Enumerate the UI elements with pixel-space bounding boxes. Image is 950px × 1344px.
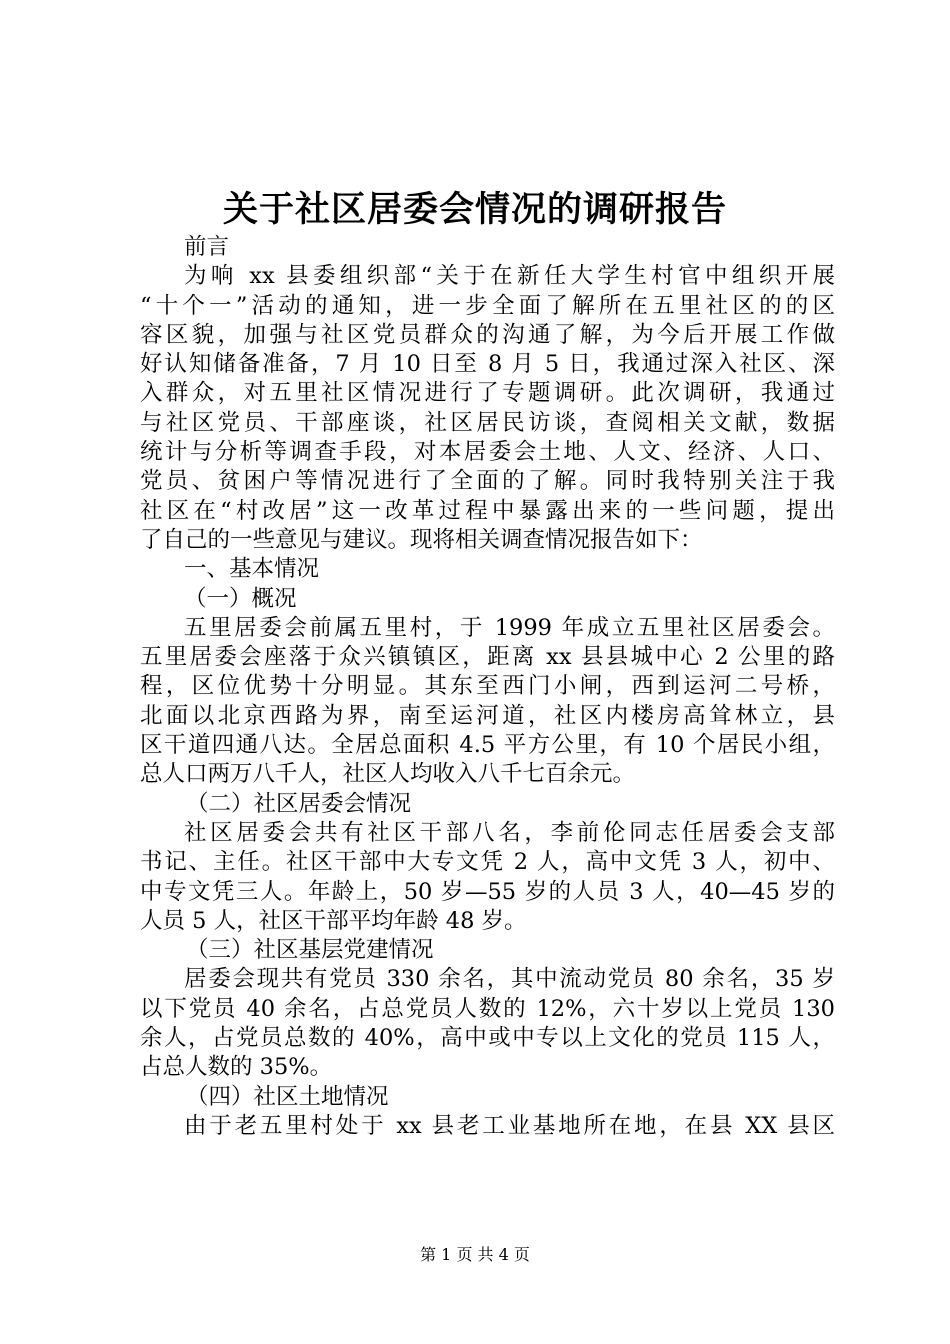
paragraph-line: 北面以北京西路为界，南至运河道，社区内楼房高耸林立，县 [140, 702, 835, 729]
paragraph-line: 入群众，对五里社区情况进行了专题调研。此次调研，我通过 [140, 380, 835, 407]
paragraph-line: 了自己的一些意见与建议。现将相关调查情况报告如下： [140, 526, 703, 553]
paragraph-line: “十个一”活动的通知，进一步全面了解所在五里社区的的区 [140, 292, 835, 319]
paragraph-line: 社区在“村改居”这一改革过程中暴露出来的一些问题，提出 [140, 497, 835, 524]
paragraph-line: 居委会现共有党员 330 余名，其中流动党员 80 余名，35 岁 [184, 966, 835, 993]
paragraph-line: 中专文凭三人。年龄上，50 岁—55 岁的人员 3 人，40—45 岁的 [140, 878, 835, 905]
subsection-heading: （三）社区基层党建情况 [186, 937, 434, 964]
paragraph-line: 社区居委会共有社区干部八名，李前伦同志任居委会支部 [184, 819, 835, 846]
paragraph-line: 好认知储备准备，7 月 10 日至 8 月 5 日，我通过深入社区、深 [140, 351, 835, 378]
paragraph-line: 区干道四通八达。全居总面积 4.5 平方公里，有 10 个居民小组， [140, 732, 835, 759]
paragraph-line: 为响 xx 县委组织部“关于在新任大学生村官中组织开展 [184, 263, 835, 290]
paragraph-line: 五里居委会座落于众兴镇镇区，距离 xx 县县城中心 2 公里的路 [140, 644, 835, 671]
paragraph-line: 党员、贫困户等情况进行了全面的了解。同时我特别关注于我 [140, 468, 835, 495]
paragraph-line: 与社区党员、干部座谈，社区居民访谈，查阅相关文献，数据 [140, 409, 835, 436]
paragraph-line: 人员 5 人，社区干部平均年龄 48 岁。 [140, 907, 527, 934]
paragraph-line: 占总人数的 35%。 [140, 1054, 333, 1081]
document-body [140, 233, 835, 1141]
paragraph-line: 五里居委会前属五里村，于 1999 年成立五里社区居委会。 [184, 614, 835, 641]
page-footer: 第 1 页 共 4 页 [420, 1245, 530, 1264]
paragraph-line: 容区貌，加强与社区党员群众的沟通了解，为今后开展工作做 [140, 321, 835, 348]
subsection-heading: （一）概况 [184, 585, 297, 612]
paragraph-line: 程，区位优势十分明显。其东至西门小闸，西到运河二号桥， [140, 673, 835, 700]
preface-heading: 前言 [184, 234, 230, 260]
subsection-heading: （四）社区土地情况 [186, 1083, 389, 1110]
paragraph-line: 总人口两万八千人，社区人均收入八千七百余元。 [140, 761, 636, 788]
paragraph-line: 余人，占党员总数的 40%，高中或中专以上文化的党员 115 人， [140, 1025, 835, 1052]
paragraph-line: 统计与分析等调查手段，对本居委会土地、人文、经济、人口、 [140, 439, 835, 466]
subsection-heading: （二）社区居委会情况 [186, 790, 412, 817]
document-title: 关于社区居委会情况的调研报告 [222, 189, 727, 230]
paragraph-line: 以下党员 40 余名，占总党员人数的 12%，六十岁以上党员 130 [140, 995, 835, 1022]
paragraph-line: 由于老五里村处于 xx 县老工业基地所在地，在县 XX 县区 [184, 1112, 835, 1139]
section-heading: 一、基本情况 [184, 556, 320, 583]
paragraph-line: 书记、主任。社区干部中大专文凭 2 人，高中文凭 3 人，初中、 [140, 849, 835, 876]
